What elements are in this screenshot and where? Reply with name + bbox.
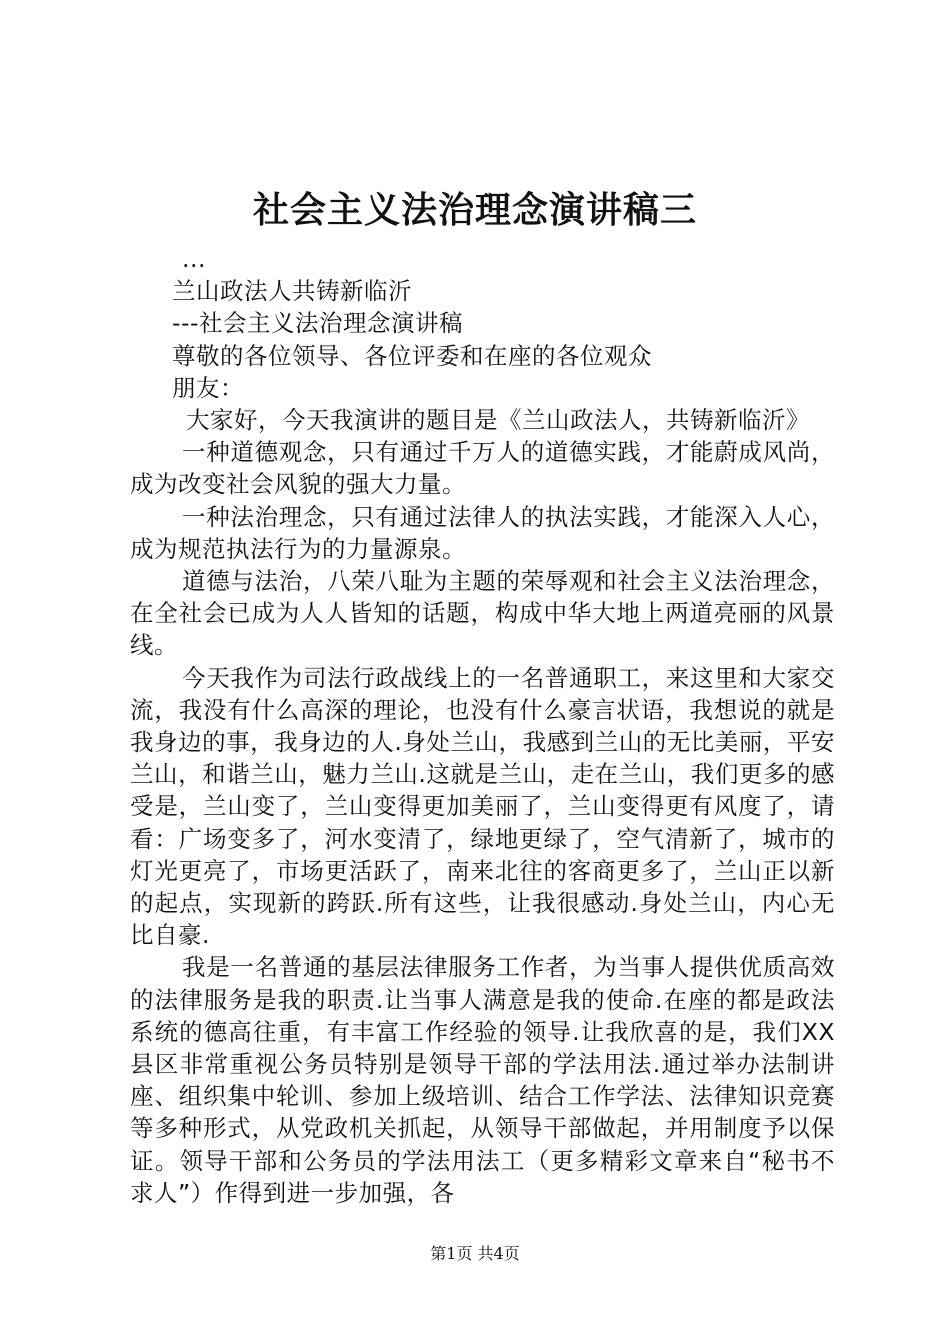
- document-title: 社会主义法治理念演讲稿三: [252, 189, 697, 231]
- salutation-line: 尊敬的各位领导、各位评委和在座的各位观众: [172, 341, 652, 370]
- paragraph: 今天我作为司法行政战线上的一名普通职工，来这里和大家交流，我没有什么高深的理论，也没有什么豪言状语，我想说的就是我身边的事，我身边的人.身处兰山，我感到兰山的无比美丽，平安兰山，和谐兰山，魅力兰山.这就是兰山，走在兰山，我们更多的感受是，兰山变了，兰山变得更加美丽了，兰山变得更有风度了，请看：广场变多了，河水变清了，绿地更绿了，空气清新了，城市的灯光更亮了，市场更活跃了，南来北往的客商更多了，兰山正以新的起点，实现新的跨跃.所有这些，让我很感动.身处兰山，内心无比自豪.: [130, 663, 835, 950]
- speech-subheading: ---社会主义法治理念演讲稿: [172, 309, 463, 338]
- paragraph: 大家好，今天我演讲的题目是《兰山政法人，共铸新临沂》: [186, 406, 810, 435]
- page-number-footer: 第1页 共4页: [430, 1244, 520, 1263]
- document-body: [130, 243, 835, 1209]
- paragraph: 一种法治理念，只有通过法律人的执法实践，才能深入人心，成为规范执法行为的力量源泉。: [130, 502, 835, 563]
- speech-heading: 兰山政法人共铸新临沂: [172, 277, 412, 306]
- salutation-line: 朋友：: [172, 373, 244, 402]
- ellipsis-line: ...: [182, 245, 206, 273]
- paragraph: 我是一名普通的基层法律服务工作者，为当事人提供优质高效的法律服务是我的职责.让当事人满意是我的使命.在座的都是政法系统的德高往重，有丰富工作经验的领导.让我欣喜的是，我们XX县区非常重视公务员特别是领导干部的学法用法.通过举办法制讲座、组织集中轮训、参加上级培训、结合工作学法、法律知识竞赛等多种形式，从党政机关抓起，从领导干部做起，并用制度予以保证。领导干部和公务员的学法用法工（更多精彩文章来自“秘书不求人”）作得到进一步加强，各: [130, 953, 835, 1207]
- paragraph: 一种道德观念，只有通过千万人的道德实践，才能蔚成风尚，成为改变社会风貌的强大力量。: [130, 438, 835, 499]
- paragraph: 道德与法治，八荣八耻为主题的荣辱观和社会主义法治理念，在全社会已成为人人皆知的话题，构成中华大地上两道亮丽的风景线。: [130, 567, 835, 660]
